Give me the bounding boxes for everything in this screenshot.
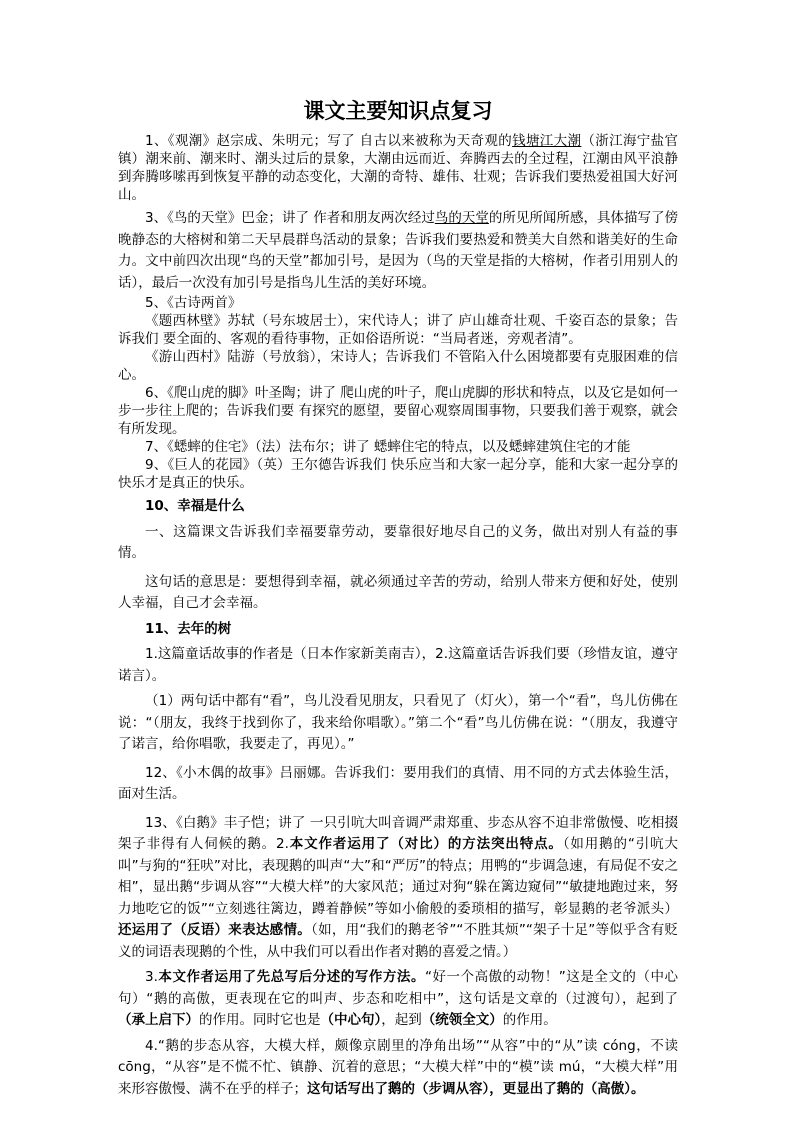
text: （浙江海宁盐官镇）潮来前、潮来时、潮头过后的景象，大潮由远而近、奔腾西去的全过程，江潮由风平浪静到奔腾哆嗦再到恢复平静的动态变化，大潮的奇特、雄伟、壮观；告诉我们要热爱祖国大好河山。 xyxy=(118,133,679,203)
paragraph-xishuai: 7、《蟋蟀的住宅》（法）法布尔；讲了 蟋蟀住宅的特点，以及蟋蟀建筑住宅的才能 xyxy=(145,439,631,455)
text: 的作用。 xyxy=(502,1012,557,1028)
paragraph-baie-3 xyxy=(118,967,678,1032)
underlined-text: 钱塘江大潮 xyxy=(512,133,582,149)
paragraph-qunian-1: 1.这篇童话故事的作者是（日本作家新美南吉），2.这篇童话告诉我们要（珍惜友谊，遵守诺言）。 xyxy=(118,646,678,684)
text: 1、《观潮》赵宗成、朱明元；写了 自古以来被称为天奇观的 xyxy=(145,133,513,149)
page-title: 课文主要知识点复习 xyxy=(303,98,493,123)
paragraph-youshanxicun: 《游山西村》陆游（号放翁），宋诗人；告诉我们 不管陷入什么困境都要有克服困难的信心。 xyxy=(118,349,678,383)
heading-xingfu: 10、幸福是什么 xyxy=(145,498,245,514)
bold-text: （统领全文） xyxy=(421,1012,503,1028)
bold-text: 这句话写出了鹅的（步调从容），更显出了鹅的（高傲）。 xyxy=(307,1080,645,1097)
underlined-text: 鸟的天堂 xyxy=(434,210,489,226)
bold-text: 本文作者运用了先总写后分述的写作方法。 xyxy=(157,969,425,985)
text: 3. xyxy=(145,969,158,985)
text: 3、《鸟的天堂》巴金；讲了 作者和朋友两次经过 xyxy=(145,210,435,226)
paragraph-baie xyxy=(118,813,678,964)
text: 13、《白鹅》丰子恺；讲了 一只引吭大叫音调严肃郑重、步态从容不迫非常傲慢、吃相掇架子非得有人伺候的鹅。2. xyxy=(118,814,678,852)
paragraph-tixilinbi: 《题西林壁》苏轼（号东坡居士），宋代诗人；讲了 庐山雄奇壮观、千姿百态的景象；告诉我们 要全面的、客观的看待事物，正如俗语所说：“当局者迷，旁观者清”。 xyxy=(118,313,678,347)
heading-qunian-de-shu: 11、去年的树 xyxy=(145,620,232,637)
text: 4.“鹅的步态从容，大模大样，颇像京剧里的净角出场”“从容”中的“从”读 cóng，不读 cōng，“从容”是不慌不忙、镇静、沉着的意思；“大模大样”中的“模”读 mú，“大模大样”用来形容傲慢、满不在乎的样子； xyxy=(118,1037,678,1097)
paragraph-juren-huayuan: 9、《巨人的花园》（英）王尔德告诉我们 快乐应当和大家一起分享，能和大家一起分享的快乐才是真正的快乐。 xyxy=(118,457,678,491)
bold-text: （承上启下） xyxy=(118,1012,199,1028)
paragraph-guanchao xyxy=(118,132,678,204)
paragraph-xingfu-1: 一、这篇课文告诉我们幸福要靠劳动，要靠很好地尽自己的义务，做出对别人有益的事情。 xyxy=(118,523,678,561)
paragraph-xiaomuou: 12、《小木偶的故事》吕丽娜。告诉我们：要用我们的真情、用不同的方式去体验生活，面对生活。 xyxy=(118,764,678,802)
bold-text: 还运用了（反语）来表达感情。 xyxy=(118,922,312,938)
bold-text: 本文作者运用了（对比）的方法突出特点。 xyxy=(288,836,563,852)
text: 的所见所闻所感，具体描写了傍晚静态的大榕树和第二天早晨群鸟活动的景象；告诉我们要热爱和赞美大自然和谐美好的生命力。文中前四次出现“鸟的天堂”都加引号，是因为（鸟的天堂是指的大榕树，作者引用别人的话），最后一次没有加引号是指鸟儿生活的美好环境。 xyxy=(118,210,679,291)
text: “好一个高傲的动物！”这是全文的（中心句）“鹅的高傲，更表现在它的叫声、步态和吃相中”，这句话是文章的（过渡句），起到了 xyxy=(118,969,678,1007)
paragraph-pashanhu: 6、《爬山虎的脚》叶圣陶；讲了 爬山虎的叶子，爬山虎脚的形状和特点，以及它是如何一步一步往上爬的；告诉我们要 有探究的愿望，要留心观察周围事物，只要我们善于观察，就会有所发现。 xyxy=(118,385,678,437)
bold-text: （中心句） xyxy=(320,1012,382,1028)
text: （如，用“我们的鹅老爷”“不胜其烦”“架子十足”等似乎含有贬义的词语表现鹅的个性，从中我们可以看出作者对鹅的喜爱之情。） xyxy=(118,922,679,960)
paragraph-xingfu-2: 这句话的意思是：要想得到幸福，就必须通过辛苦的劳动，给别人带来方便和好处，使别人幸福，自己才会幸福。 xyxy=(118,573,678,611)
text: ，起到 xyxy=(381,1012,422,1028)
paragraph-baie-4 xyxy=(118,1036,678,1101)
paragraph-qunian-2: （1）两句话中都有“看”，鸟儿没看见朋友，只看见了（灯火），第一个“看”，鸟儿仿佛在说：“（朋友，我终于找到你了，我来给你唱歌）。”第二个“看”鸟儿仿佛在说：“（朋友，我遵守了诺言，给你唱歌，我要走了，再见）。” xyxy=(118,693,678,752)
document-page xyxy=(118,96,678,1100)
text: 的作用。同时它也是 xyxy=(199,1012,321,1028)
paragraph-gushi-heading: 5、《古诗两首》 xyxy=(145,295,242,311)
text: （如用鹅的“引吭大叫”与狗的“狂吠”对比，表现鹅的叫声“大”和“严厉”的特点；用鸭的“步调急速，有局促不安之相”，显出鹅“步调从容”“大模大样”的大家风范；通过对狗“躲在篱边窥伺”“敏捷地跑过来，努力地吃它的饭”“立刻逃往篱边，蹲着静候”等如小偷般的委琐相的描写，彰显鹅的老爷派头） xyxy=(118,836,679,917)
paragraph-niao-de-tiantang xyxy=(118,208,678,294)
